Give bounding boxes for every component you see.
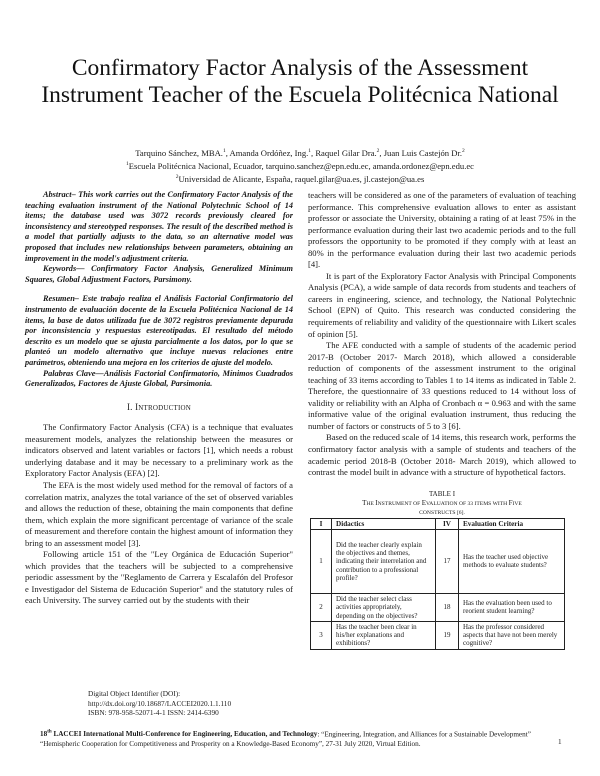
footer-ordinal-suffix: th bbox=[47, 730, 52, 735]
table-row bbox=[311, 621, 565, 649]
affiliation-number: 1 bbox=[126, 160, 129, 167]
caption-part: I bbox=[375, 498, 378, 507]
item-question: Did the teacher clearly explain the objectives and themes, indicating their interrelation and contribution to a professional profile? bbox=[332, 529, 436, 593]
keywords: Keywords— Confirmatory Factor Analysis, Generalized Minimum Squares, Global Adjustment Factors, Parsimony. bbox=[25, 264, 293, 284]
affiliation-marker: 2 bbox=[376, 148, 380, 154]
header-col-i: I bbox=[311, 518, 332, 529]
header-evaluation-criteria: Evaluation Criteria bbox=[459, 518, 565, 529]
doi-label: Digital Object Identifier (DOI): bbox=[88, 689, 181, 698]
author-name: Juan Luis Castejón Dr. bbox=[383, 147, 462, 158]
resumen: Resumen– Este trabajo realiza el Análisis Factorial Confirmatorio del instrumento de evaluación docente de la Escuela Politécnica Nacional de 14 ítems, la base de datos utilizada fue de 3072 registros previamente depurada por inconsistencia y respuestas estereotipadas. El resultado del método descrito es un modelo que se ajusta parcialmente a los datos, por lo que se planteó un modelo alternativo que incluye nuevas relaciones entre parámetros, obteniendo una mejora en los criterios de ajuste del modelo. bbox=[25, 294, 293, 367]
doi-block bbox=[88, 689, 231, 718]
item-number: 2 bbox=[311, 593, 332, 621]
affiliation-text: Escuela Politécnica Nacional, Ecuador, tarquino.sanchez@epn.edu.ec, amanda.ordonez@epn.edu.ec bbox=[128, 160, 474, 171]
item-number: 19 bbox=[436, 621, 459, 649]
table-title-line2: CONSTRUCTS [6]. bbox=[419, 509, 465, 516]
intro-paragraph-6: Based on the reduced scale of 14 items, this research work, performs the confirmatory factor analysis with a sample of students and teachers of the academic period 2018-B (October 2018- March 2019), which allowed to contrast the model built in advance with a structure of hypothetical factors. bbox=[308, 432, 576, 478]
intro-paragraph-2: The EFA is the most widely used method for the removal of factors of a correlation matrix, analyzes the total variance of the set of observed variables and allows the reduction of these, obtaining the main components that define them, which explain the more significant percentage of variance of the scale of measurement and therefore contain the highest amount of information they bring to an assessment model [3]. bbox=[25, 479, 293, 548]
item-question: Did the teacher select class activities appropriately, depending on the objectives? bbox=[332, 593, 436, 621]
author-name: Raquel Gilar Dra. bbox=[315, 147, 377, 158]
page-number: 1 bbox=[558, 738, 562, 746]
affiliation-marker: 2 bbox=[462, 148, 465, 154]
intro-paragraph-3-continued: teachers will be considered as one of the parameters of evaluation of teaching performance. This comprehensive evaluation allows to enter as assistant professor or associate the University, obtaining a rating of at least 75% in the performance evaluation during their last two academic periods and to the full professors the opportunity to be promoted if they comply with at least an 80% in the performance evaluation during their last two academic periods [4]. bbox=[308, 190, 576, 270]
caption-part: E bbox=[421, 498, 426, 507]
left-column bbox=[25, 190, 293, 607]
doi-link[interactable]: http://dx.doi.org/10.18687/LACCEI2020.1.1.110 bbox=[88, 698, 232, 708]
section-heading-introduction bbox=[25, 402, 293, 415]
caption-part: TEMS WITH bbox=[476, 500, 509, 507]
caption-part: IVE bbox=[512, 500, 522, 507]
table-title bbox=[308, 499, 576, 509]
item-question: Has the teacher been clear in his/her explanations and exhibitions? bbox=[332, 621, 436, 649]
item-question: Has the evaluation been used to reorient student learning? bbox=[459, 593, 565, 621]
table-label: TABLE I bbox=[428, 489, 456, 498]
table-caption bbox=[308, 490, 576, 518]
author-name: Amanda Ordóñez, Ing. bbox=[229, 147, 309, 158]
right-column bbox=[308, 190, 576, 650]
caption-part: VALUATION OF 33 I bbox=[425, 500, 477, 507]
table-row bbox=[311, 593, 565, 621]
affiliation-2 bbox=[30, 172, 570, 185]
affiliation-text: Universidad de Alicante, España, raquel.gilar@ua.es, jl.castejon@ua.es bbox=[178, 173, 425, 184]
item-question: Has the teacher used objective methods to evaluate students? bbox=[459, 529, 565, 593]
author-name: Tarquino Sánchez, MBA. bbox=[135, 147, 223, 158]
section-title-initial: I bbox=[135, 401, 139, 412]
item-number: 3 bbox=[311, 621, 332, 649]
header-col-iv: IV bbox=[436, 518, 459, 529]
abstract: Abstract– This work carries out the Confirmatory Factor Analysis of the teaching evaluation instrument of the National Polytechnic School of 14 items; the database used was 3072 records previously cleared for inconsistency and stereotyped responses. The result of the described method is a model that partially adjusts to the data, so an alternative model was proposed that includes new relationships between parameters, obtaining an improvement in the model's adjustment criteria. bbox=[25, 190, 293, 263]
intro-paragraph-1: The Confirmatory Factor Analysis (CFA) is a technique that evaluates measurement models, analyzes the relationship between the measures or indicators observed and latent variables or factors [1], which needs a robust underlying database and it may be necessary to a preliminary work as the Exploratory Factor Analysis (EFA) [2]. bbox=[25, 422, 293, 479]
palabras-clave: Palabras Clave—Análisis Factorial Confirmatorio, Mínimos Cuadrados Generalizados, Factores de Ajuste Global, Parsimonia. bbox=[25, 368, 293, 389]
table-header-row bbox=[311, 518, 565, 529]
caption-part: HE bbox=[366, 500, 376, 507]
footer-ordinal: 18 bbox=[40, 730, 48, 739]
item-number: 17 bbox=[436, 529, 459, 593]
instrument-table bbox=[310, 518, 565, 650]
affiliation-marker: 1 bbox=[222, 148, 226, 154]
header-didactics: Didactics bbox=[332, 518, 436, 529]
affiliation-number: 2 bbox=[175, 173, 179, 180]
section-number: I. bbox=[126, 401, 133, 412]
affiliation-marker: 1 bbox=[308, 148, 312, 154]
item-question: Has the professor considered aspects that have not been merely cognitive? bbox=[459, 621, 565, 649]
caption-part: F bbox=[508, 498, 513, 507]
intro-paragraph-5: The AFE conducted with a sample of students of the academic period 2017-B (October 2017- March 2018), which allowed a considerable reduction of components of the assessment instrument to the original teaching of 33 items according to Tables 1 to 14 items as indicated in Table 2. Therefore, the questionnaire of 33 questions reduced to 14 without loss of validity or reliability with an Alpha of Cronbach α = 0.963 and with the same informative value of the original evaluation instrument, thus reducing the number of factors or constructs of 5 to 3 [6]. bbox=[308, 340, 576, 431]
item-number: 18 bbox=[436, 593, 459, 621]
footer-conference-name: LACCEI International Multi-Conference for Engineering, Education, and Technology bbox=[51, 730, 318, 739]
paper-title: Confirmatory Factor Analysis of the Assessment Instrument Teacher of the Escuela Politécnica National bbox=[41, 55, 559, 108]
author-list: Tarquino Sánchez, MBA.$^1$, Amanda Ordóñez, Ing.$^1$, Raquel Gilar Dra.$^2$, Juan Luis Castejón Dr.$^2$ bbox=[135, 147, 465, 158]
author-block bbox=[30, 146, 570, 185]
caption-part: NSTRUMENT OF bbox=[377, 500, 422, 507]
conference-footer bbox=[40, 728, 560, 750]
item-number: 1 bbox=[311, 529, 332, 593]
affiliation-1 bbox=[30, 159, 570, 172]
intro-paragraph-4: It is part of the Exploratory Factor Analysis with Principal Components Analysis (PCA), a wide sample of data records from students and teachers of careers in engineering, science, and technology, the National Polytechnic School (EPN) of Quito. This research was conducted considering the requirements of reliability and validity of the questionnaire with Likert scales of opinion [5]. bbox=[308, 270, 576, 339]
table-row bbox=[311, 529, 565, 593]
footer-details: : “Engineering, Integration, and Alliances for a Sustainable Development” “Hemispheric Cooperation for Competitiveness and Prosperity on a Knowledge-Based Economy”, 27-31 July 2020, Virtual Edition. bbox=[40, 730, 531, 748]
section-title-rest: NTRODUCTION bbox=[138, 403, 192, 412]
intro-paragraph-3: Following article 151 of the "Ley Orgánica de Educación Superior" which provides that the teachers will be subjected to a comprehensive periodic assessment by the "Reglamento de Carrera y Escalafón del Profesor e Investigador del Sistema de Educación Superior" and the statutory rules of each University. The survey carried out by the students with their bbox=[25, 549, 293, 606]
caption-part: T bbox=[362, 498, 367, 507]
isbn-issn: ISBN: 978-958-52071-4-1 ISSN: 2414-6390 bbox=[88, 708, 219, 718]
